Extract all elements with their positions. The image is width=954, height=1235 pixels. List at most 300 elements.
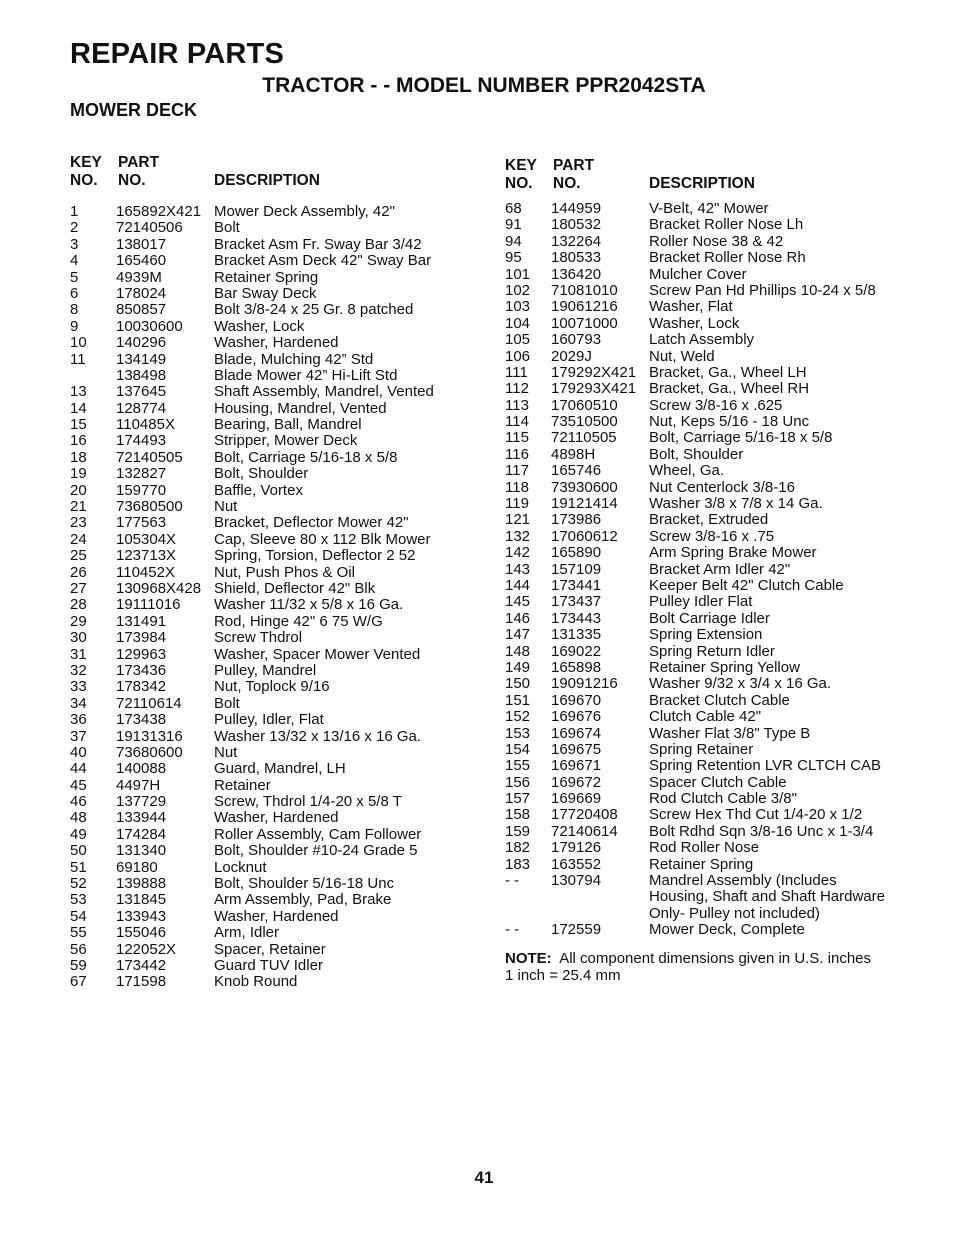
- part-no: 110485X: [116, 416, 175, 434]
- table-row: [70, 417, 490, 433]
- header-key: KEY: [505, 157, 537, 174]
- table-header: [70, 154, 490, 198]
- key-no: 150: [505, 675, 531, 693]
- table-row: [70, 630, 490, 646]
- key-no: 143: [505, 560, 531, 578]
- key-no: 46: [70, 793, 87, 811]
- key-no: 4: [70, 252, 79, 270]
- key-no: 144: [505, 576, 531, 594]
- key-no: 50: [70, 842, 87, 860]
- description: Screw 3/8-16 x .75: [649, 527, 775, 545]
- table-row: [70, 942, 490, 958]
- header-description: DESCRIPTION: [214, 172, 320, 189]
- table-row: [505, 365, 925, 381]
- key-no: 40: [70, 743, 87, 761]
- description: Clutch Cable 42": [649, 708, 762, 726]
- key-no: 37: [70, 727, 87, 745]
- table-row: [70, 515, 490, 531]
- table-row: [505, 758, 925, 774]
- table-row: [505, 447, 925, 463]
- table-row: [70, 565, 490, 581]
- part-no: 72110505: [551, 429, 617, 447]
- header-part-no: NO.: [118, 172, 146, 189]
- key-no: 9: [70, 317, 79, 335]
- table-row: [505, 873, 925, 889]
- part-no: 4497H: [116, 776, 161, 794]
- header-no: NO.: [505, 175, 533, 192]
- part-no: 131845: [116, 891, 167, 909]
- table-row: [70, 761, 490, 777]
- part-no: 72140614: [551, 822, 618, 840]
- part-no: 173986: [551, 511, 602, 529]
- description: Washer 9/32 x 3/4 x 16 Ga.: [649, 675, 832, 693]
- table-row: [505, 480, 925, 496]
- part-no: 173436: [116, 661, 167, 679]
- part-no: 131335: [551, 626, 602, 644]
- key-no: 117: [505, 462, 529, 480]
- table-row: [70, 302, 490, 318]
- table-row: [70, 532, 490, 548]
- header-part: PART: [118, 154, 160, 171]
- key-no: 2: [70, 219, 79, 237]
- table-row: [70, 958, 490, 974]
- section-heading: MOWER DECK: [70, 100, 197, 120]
- part-no: 165460: [116, 252, 167, 270]
- note-label: NOTE:: [505, 950, 552, 967]
- table-row: [70, 614, 490, 630]
- table-row: [70, 499, 490, 515]
- description: Nut, Toplock 9/16: [214, 678, 330, 696]
- description: Washer, Flat: [649, 298, 733, 316]
- table-row: [70, 384, 490, 400]
- table-row: [70, 712, 490, 728]
- key-no: 119: [505, 495, 529, 513]
- header-description: DESCRIPTION: [649, 175, 755, 192]
- key-no: 6: [70, 284, 79, 302]
- table-row: [505, 922, 925, 938]
- description: Bolt, Carriage 5/16-18 x 5/8: [649, 429, 833, 447]
- table-row: [505, 611, 925, 627]
- page-title: REPAIR PARTS: [70, 38, 285, 70]
- table-row: [505, 283, 925, 299]
- key-no: 3: [70, 235, 79, 253]
- part-no: 19061216: [551, 298, 618, 316]
- part-no: 73930600: [551, 478, 618, 496]
- table-row: [505, 627, 925, 643]
- description: Screw, Thdrol 1/4-20 x 5/8 T: [214, 793, 402, 811]
- key-no: 121: [505, 511, 531, 529]
- key-no: 115: [505, 429, 529, 447]
- description: Bolt: [214, 219, 240, 237]
- description: Pulley, Idler, Flat: [214, 711, 324, 729]
- part-no: 128774: [116, 399, 167, 417]
- key-no: 49: [70, 825, 87, 843]
- table-row: [505, 889, 925, 905]
- table-row: [505, 430, 925, 446]
- table-row: [505, 807, 925, 823]
- table-row: [505, 693, 925, 709]
- table-row: [505, 857, 925, 873]
- table-row: [70, 335, 490, 351]
- part-no: 144959: [551, 200, 602, 217]
- table-row: [505, 496, 925, 512]
- key-no: 146: [505, 609, 531, 627]
- part-no: 17060612: [551, 527, 618, 545]
- table-row: [505, 349, 925, 365]
- parts-list-left: [70, 204, 490, 991]
- part-no: 169022: [551, 642, 602, 660]
- key-no: 147: [505, 626, 531, 644]
- part-no: 133944: [116, 809, 167, 827]
- key-no: 32: [70, 661, 87, 679]
- table-row: [70, 794, 490, 810]
- description: Rod, Hinge 42" 6 75 W/G: [214, 612, 383, 630]
- description: Arm Assembly, Pad, Brake: [214, 891, 392, 909]
- description: Arm Spring Brake Mower: [649, 544, 817, 562]
- table-row: [505, 316, 925, 332]
- key-no: 94: [505, 232, 522, 250]
- description: Shaft Assembly, Mandrel, Vented: [214, 383, 434, 401]
- table-row: [505, 594, 925, 610]
- description: Screw Hex Thd Cut 1/4-20 x 1/2: [649, 806, 863, 824]
- note-conversion: 1 inch = 25.4 mm: [505, 967, 621, 984]
- header-key: KEY: [70, 154, 102, 171]
- description: Baffle, Vortex: [214, 481, 303, 499]
- part-no: 138017: [116, 235, 167, 253]
- part-no: 169669: [551, 790, 602, 808]
- description: Retainer Spring: [214, 268, 319, 286]
- part-no: 73510500: [551, 413, 618, 431]
- table-row: [505, 299, 925, 315]
- part-no: 19121414: [551, 495, 618, 513]
- table-row: [505, 545, 925, 561]
- key-no: 45: [70, 776, 87, 794]
- table-row: [70, 827, 490, 843]
- description: Bracket Arm Idler 42": [649, 560, 791, 578]
- table-row: [70, 433, 490, 449]
- part-no: 169675: [551, 740, 602, 758]
- key-no: 36: [70, 711, 87, 729]
- table-row: [505, 529, 925, 545]
- key-no: 67: [70, 973, 87, 991]
- parts-list-right: [505, 201, 925, 939]
- part-no: 179293X421: [551, 380, 637, 398]
- description: Spring Retention LVR CLTCH CAB: [649, 757, 882, 775]
- description: Mower Deck Assembly, 42": [214, 203, 395, 220]
- key-no: 68: [505, 200, 522, 217]
- table-row: [505, 381, 925, 397]
- part-no: 123713X: [116, 547, 177, 565]
- key-no: 183: [505, 855, 531, 873]
- key-no: 23: [70, 514, 87, 532]
- description: Washer Flat 3/8" Type B: [649, 724, 811, 742]
- table-row: [505, 463, 925, 479]
- description: Bracket, Ga., Wheel LH: [649, 363, 807, 381]
- description: Spacer Clutch Cable: [649, 773, 787, 791]
- description: Mulcher Cover: [649, 265, 747, 283]
- table-row: [70, 319, 490, 335]
- part-no: 157109: [551, 560, 602, 578]
- part-no: 129963: [116, 645, 167, 663]
- part-no: 4939M: [116, 268, 162, 286]
- description: Nut, Push Phos & Oil: [214, 563, 355, 581]
- key-no: 112: [505, 380, 529, 398]
- table-row: [505, 414, 925, 430]
- table-row: [70, 843, 490, 859]
- part-no: 19111016: [116, 596, 181, 614]
- description: Bracket Roller Nose Rh: [649, 249, 806, 267]
- description: Bracket Asm Deck 42" Sway Bar: [214, 252, 432, 270]
- description: Rod Roller Nose: [649, 839, 760, 857]
- table-row: [70, 925, 490, 941]
- description: Retainer Spring Yellow: [649, 658, 800, 676]
- description: Guard, Mandrel, LH: [214, 760, 346, 778]
- description: Stripper, Mower Deck: [214, 432, 358, 450]
- key-no: 182: [505, 839, 531, 857]
- part-no: 137729: [116, 793, 167, 811]
- key-no: - -: [505, 921, 520, 939]
- table-row: [70, 696, 490, 712]
- part-no: 177563: [116, 514, 167, 532]
- key-no: 5: [70, 268, 79, 286]
- table-row: [505, 742, 925, 758]
- table-row: [70, 237, 490, 253]
- table-row: [505, 578, 925, 594]
- table-row: [505, 250, 925, 266]
- key-no: 145: [505, 593, 531, 611]
- part-no: 4898H: [551, 445, 596, 463]
- key-no: 106: [505, 347, 531, 365]
- key-no: 44: [70, 760, 87, 778]
- description: Washer, Lock: [214, 317, 305, 335]
- key-no: 19: [70, 465, 87, 483]
- table-row: [70, 270, 490, 286]
- key-no: 27: [70, 579, 87, 597]
- description: Washer, Lock: [649, 314, 740, 332]
- description: Mower Deck, Complete: [649, 921, 805, 939]
- description: Washer 11/32 x 5/8 x 16 Ga.: [214, 596, 404, 614]
- table-row: [505, 332, 925, 348]
- table-row: [505, 676, 925, 692]
- part-no: 140296: [116, 334, 167, 352]
- description: Bracket, Extruded: [649, 511, 769, 529]
- part-no: 17060510: [551, 396, 618, 414]
- description: Spacer, Retainer: [214, 940, 326, 958]
- description: Shield, Deflector 42" Blk: [214, 579, 376, 597]
- key-no: 28: [70, 596, 87, 614]
- key-no: 103: [505, 298, 531, 316]
- part-no: 137645: [116, 383, 167, 401]
- key-no: 113: [505, 396, 529, 414]
- key-no: 1: [70, 203, 79, 220]
- key-no: 25: [70, 547, 87, 565]
- key-no: 33: [70, 678, 87, 696]
- description: Washer, Hardened: [214, 809, 339, 827]
- key-no: 16: [70, 432, 87, 450]
- description: Rod Clutch Cable 3/8": [649, 790, 797, 808]
- part-no: 171598: [116, 973, 167, 991]
- description: Retainer: [214, 776, 271, 794]
- description: Arm, Idler: [214, 924, 280, 942]
- description: Washer 3/8 x 7/8 x 14 Ga.: [649, 495, 823, 513]
- part-no: 122052X: [116, 940, 177, 958]
- table-row: [505, 398, 925, 414]
- table-row: [505, 775, 925, 791]
- header-part-no: NO.: [553, 175, 581, 192]
- table-row: [70, 581, 490, 597]
- table-row: [70, 860, 490, 876]
- key-no: 11: [70, 350, 86, 368]
- model-subtitle: TRACTOR - - MODEL NUMBER PPR2042STA: [262, 74, 706, 97]
- part-no: 169672: [551, 773, 602, 791]
- key-no: 8: [70, 301, 79, 319]
- description: Roller Nose 38 & 42: [649, 232, 784, 250]
- key-no: 29: [70, 612, 87, 630]
- part-no: 17720408: [551, 806, 618, 824]
- description: Spring Return Idler: [649, 642, 775, 660]
- part-no: 72140506: [116, 219, 183, 237]
- table-row: [70, 810, 490, 826]
- key-no: 59: [70, 956, 87, 974]
- key-no: 26: [70, 563, 87, 581]
- key-no: 30: [70, 629, 87, 647]
- description: Guard TUV Idler: [214, 956, 323, 974]
- key-no: 18: [70, 448, 87, 466]
- table-row: [505, 709, 925, 725]
- key-no: 21: [70, 498, 87, 516]
- part-no: 174493: [116, 432, 167, 450]
- description: Bolt, Carriage 5/16-18 x 5/8: [214, 448, 398, 466]
- key-no: 104: [505, 314, 531, 332]
- table-row: [70, 974, 490, 990]
- table-row: [70, 286, 490, 302]
- part-no: 169674: [551, 724, 602, 742]
- key-no: 54: [70, 907, 87, 925]
- part-no: 178024: [116, 284, 167, 302]
- key-no: 105: [505, 331, 531, 349]
- table-row: [505, 267, 925, 283]
- header-no: NO.: [70, 172, 98, 189]
- key-no: 142: [505, 544, 531, 562]
- description: Bracket Asm Fr. Sway Bar 3/42: [214, 235, 422, 253]
- description: Blade, Mulching 42” Std: [214, 350, 374, 368]
- key-no: 31: [70, 645, 87, 663]
- description: Bracket, Deflector Mower 42": [214, 514, 409, 532]
- part-no: 71081010: [551, 281, 618, 299]
- description: Washer, Hardened: [214, 334, 339, 352]
- description: Locknut: [214, 858, 267, 876]
- description: Bolt Carriage Idler: [649, 609, 770, 627]
- part-no: 165892X421: [116, 203, 202, 220]
- description: Bolt 3/8-24 x 25 Gr. 8 patched: [214, 301, 414, 319]
- table-row: [70, 253, 490, 269]
- header-part: PART: [553, 157, 595, 174]
- part-no: 165890: [551, 544, 602, 562]
- part-no: 173441: [551, 576, 602, 594]
- table-row: [505, 840, 925, 856]
- part-no: 140088: [116, 760, 167, 778]
- table-row: [70, 204, 490, 220]
- part-no: 72140505: [116, 448, 183, 466]
- part-no: 173438: [116, 711, 167, 729]
- description: Bolt, Shoulder: [649, 445, 744, 463]
- table-row: [505, 726, 925, 742]
- key-no: 24: [70, 530, 87, 548]
- description: Nut: [214, 743, 238, 761]
- part-no: 163552: [551, 855, 602, 873]
- table-row: [70, 679, 490, 695]
- description: Washer 13/32 x 13/16 x 16 Ga.: [214, 727, 422, 745]
- table-row: [70, 729, 490, 745]
- part-no: 139888: [116, 875, 167, 893]
- description: Knob Round: [214, 973, 298, 991]
- description: Nut, Keps 5/16 - 18 Unc: [649, 413, 810, 431]
- description: Latch Assembly: [649, 331, 755, 349]
- description: Pulley, Mandrel: [214, 661, 317, 679]
- key-no: 155: [505, 757, 531, 775]
- part-no: 110452X: [116, 563, 175, 581]
- table-row: [505, 562, 925, 578]
- table-row: [505, 644, 925, 660]
- key-no: 48: [70, 809, 87, 827]
- description: Bolt, Shoulder: [214, 465, 309, 483]
- description: Washer, Hardened: [214, 907, 339, 925]
- table-row: [70, 647, 490, 663]
- description: Blade Mower 42” Hi-Lift Std: [214, 366, 398, 384]
- part-no: 173984: [116, 629, 167, 647]
- key-no: 156: [505, 773, 531, 791]
- description: Cap, Sleeve 80 x 112 Blk Mower: [214, 530, 431, 548]
- description: Bolt: [214, 694, 240, 712]
- part-no: 165898: [551, 658, 602, 676]
- note-text: All component dimensions given in U.S. inches: [559, 950, 872, 967]
- part-no: 134149: [116, 350, 167, 368]
- key-no: 159: [505, 822, 531, 840]
- table-row: [70, 745, 490, 761]
- description: Spring, Torsion, Deflector 2 52: [214, 547, 416, 565]
- key-no: 132: [505, 527, 531, 545]
- description: Nut, Weld: [649, 347, 715, 365]
- key-no: 116: [505, 445, 529, 463]
- part-no: 165746: [551, 462, 602, 480]
- part-no: 173437: [551, 593, 602, 611]
- description: Washer, Spacer Mower Vented: [214, 645, 421, 663]
- key-no: 118: [505, 478, 529, 496]
- page-number: 41: [474, 1168, 494, 1187]
- part-no: 178342: [116, 678, 167, 696]
- part-no: 19091216: [551, 675, 618, 693]
- description: V-Belt, 42" Mower: [649, 200, 769, 217]
- key-no: 158: [505, 806, 531, 824]
- key-no: 53: [70, 891, 87, 909]
- key-no: 55: [70, 924, 87, 942]
- key-no: 34: [70, 694, 87, 712]
- part-no: 2029J: [551, 347, 592, 365]
- description: Nut Centerlock 3/8-16: [649, 478, 795, 496]
- part-no: 155046: [116, 924, 167, 942]
- part-no: 73680600: [116, 743, 183, 761]
- description: Housing, Mandrel, Vented: [214, 399, 387, 417]
- part-no: 10071000: [551, 314, 618, 332]
- key-no: 10: [70, 334, 87, 352]
- part-no: 69180: [116, 858, 158, 876]
- description: Roller Assembly, Cam Follower: [214, 825, 422, 843]
- part-no: 136420: [551, 265, 602, 283]
- part-no: 180533: [551, 249, 602, 267]
- table-row: [505, 217, 925, 233]
- part-no: 132827: [116, 465, 167, 483]
- table-row: [505, 660, 925, 676]
